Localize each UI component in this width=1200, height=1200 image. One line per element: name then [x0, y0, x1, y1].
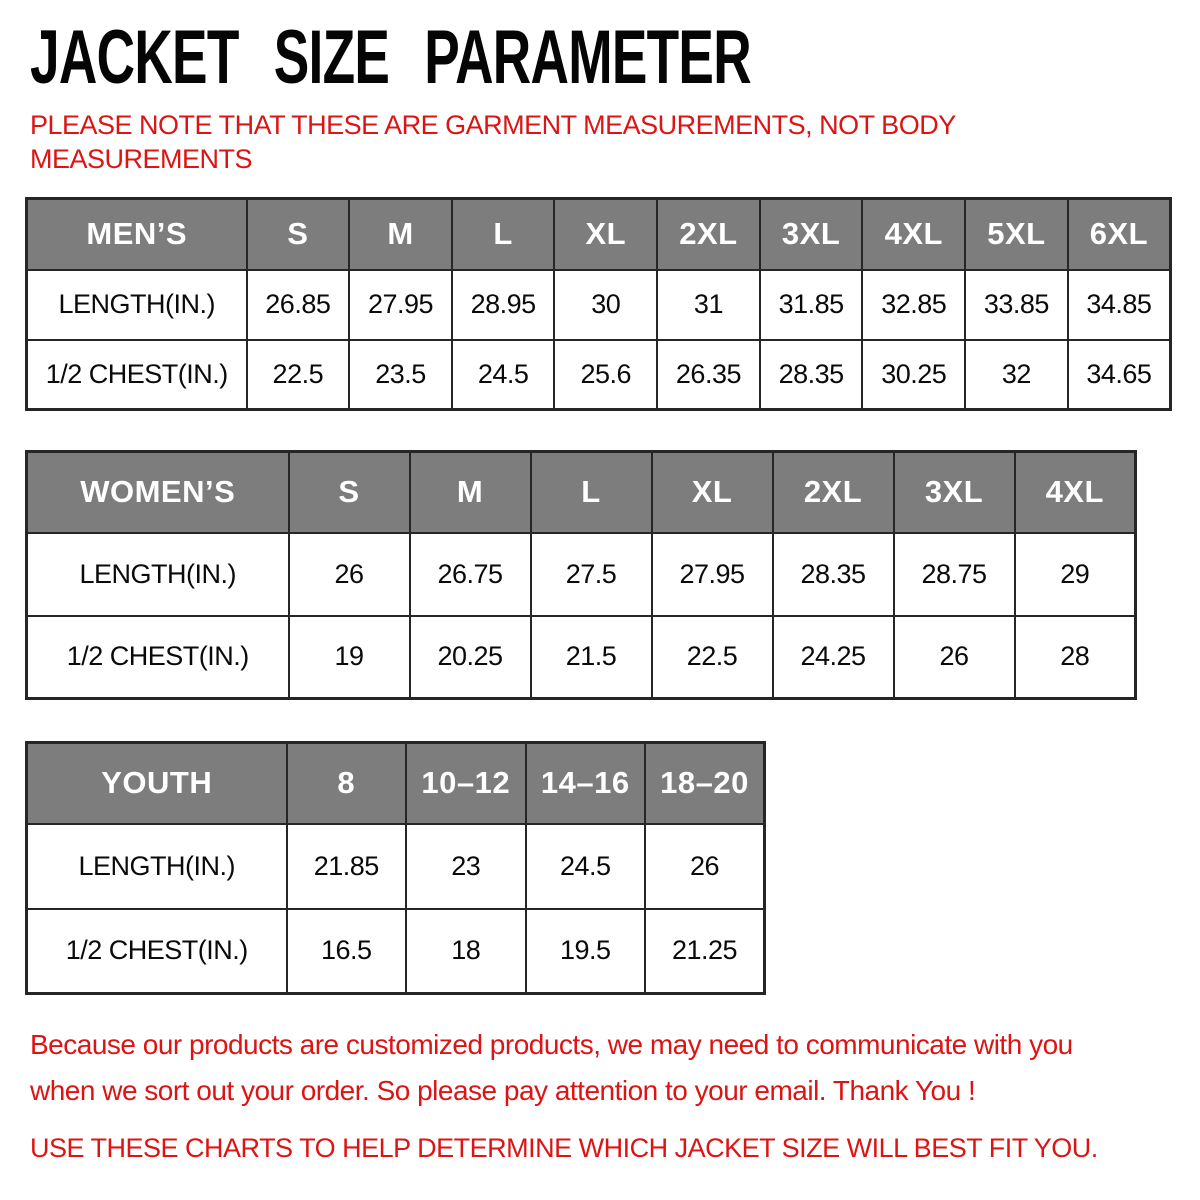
customization-notice-line2: when we sort out your order. So please pay attention to your email. Thank You !	[30, 1075, 976, 1106]
row-label-cell: LENGTH(IN.)	[27, 824, 287, 909]
size-header-cell: S	[247, 199, 350, 270]
value-cell: 31.85	[760, 270, 863, 340]
value-cell: 28.95	[452, 270, 555, 340]
size-header-cell: XL	[554, 199, 657, 270]
table-title-cell: YOUTH	[27, 743, 287, 824]
size-header-cell: 10–12	[406, 743, 526, 824]
customization-notice-line1: Because our products are customized products, we may need to communicate with you	[30, 1029, 1073, 1060]
value-cell: 26	[894, 616, 1015, 699]
value-cell: 26.75	[410, 533, 531, 616]
size-header-cell: M	[410, 452, 531, 533]
value-cell: 28	[1015, 616, 1136, 699]
table-title-cell: MEN’S	[27, 199, 247, 270]
value-cell: 21.5	[531, 616, 652, 699]
size-header-row	[27, 743, 765, 824]
value-cell: 21.85	[287, 824, 407, 909]
value-cell: 26.85	[247, 270, 350, 340]
value-cell: 25.6	[554, 340, 657, 410]
measurement-row	[27, 270, 1171, 340]
mens-size-table	[25, 197, 1172, 411]
value-cell: 23	[406, 824, 526, 909]
size-header-cell: 14–16	[526, 743, 646, 824]
size-header-cell: XL	[652, 452, 773, 533]
size-header-cell: 18–20	[645, 743, 765, 824]
size-header-cell: L	[531, 452, 652, 533]
value-cell: 28.35	[773, 533, 894, 616]
size-header-cell: 2XL	[657, 199, 760, 270]
page-title: JACKET SIZE PARAMETER	[30, 15, 751, 100]
value-cell: 29	[1015, 533, 1136, 616]
size-header-cell: 2XL	[773, 452, 894, 533]
measurement-row	[27, 824, 765, 909]
measurement-row	[27, 909, 765, 994]
size-header-cell: 5XL	[965, 199, 1068, 270]
measurement-note	[30, 108, 956, 176]
value-cell: 34.85	[1068, 270, 1171, 340]
size-header-cell: 3XL	[760, 199, 863, 270]
value-cell: 19.5	[526, 909, 646, 994]
value-cell: 32	[965, 340, 1068, 410]
row-label-cell: LENGTH(IN.)	[27, 533, 289, 616]
value-cell: 22.5	[652, 616, 773, 699]
row-label-cell: 1/2 CHEST(IN.)	[27, 909, 287, 994]
usage-instruction: USE THESE CHARTS TO HELP DETERMINE WHICH JACKET SIZE WILL BEST FIT YOU.	[30, 1133, 1098, 1163]
value-cell: 27.95	[652, 533, 773, 616]
size-header-cell: M	[349, 199, 452, 270]
value-cell: 30.25	[862, 340, 965, 410]
value-cell: 32.85	[862, 270, 965, 340]
value-cell: 34.65	[1068, 340, 1171, 410]
value-cell: 28.35	[760, 340, 863, 410]
value-cell: 27.5	[531, 533, 652, 616]
value-cell: 24.25	[773, 616, 894, 699]
customization-notice	[30, 1022, 1195, 1114]
size-header-cell: 4XL	[1015, 452, 1136, 533]
size-header-row	[27, 199, 1171, 270]
youth-size-table	[25, 741, 766, 995]
value-cell: 19	[289, 616, 410, 699]
measurement-row	[27, 340, 1171, 410]
value-cell: 26	[645, 824, 765, 909]
value-cell: 30	[554, 270, 657, 340]
value-cell: 24.5	[452, 340, 555, 410]
measurement-row	[27, 616, 1136, 699]
value-cell: 24.5	[526, 824, 646, 909]
measurement-note-line2: MEASUREMENTS	[30, 144, 253, 174]
value-cell: 28.75	[894, 533, 1015, 616]
size-header-cell: 3XL	[894, 452, 1015, 533]
value-cell: 16.5	[287, 909, 407, 994]
value-cell: 31	[657, 270, 760, 340]
table-title-cell: WOMEN’S	[27, 452, 289, 533]
womens-size-table	[25, 450, 1137, 700]
value-cell: 26	[289, 533, 410, 616]
size-header-cell: 6XL	[1068, 199, 1171, 270]
value-cell: 26.35	[657, 340, 760, 410]
value-cell: 20.25	[410, 616, 531, 699]
row-label-cell: LENGTH(IN.)	[27, 270, 247, 340]
row-label-cell: 1/2 CHEST(IN.)	[27, 340, 247, 410]
value-cell: 18	[406, 909, 526, 994]
value-cell: 33.85	[965, 270, 1068, 340]
measurement-note-line1: PLEASE NOTE THAT THESE ARE GARMENT MEASUREMENTS, NOT BODY	[30, 110, 956, 140]
value-cell: 23.5	[349, 340, 452, 410]
size-header-cell: 4XL	[862, 199, 965, 270]
value-cell: 27.95	[349, 270, 452, 340]
size-header-cell: 8	[287, 743, 407, 824]
measurement-row	[27, 533, 1136, 616]
size-header-row	[27, 452, 1136, 533]
value-cell: 22.5	[247, 340, 350, 410]
value-cell: 21.25	[645, 909, 765, 994]
row-label-cell: 1/2 CHEST(IN.)	[27, 616, 289, 699]
size-header-cell: L	[452, 199, 555, 270]
size-header-cell: S	[289, 452, 410, 533]
